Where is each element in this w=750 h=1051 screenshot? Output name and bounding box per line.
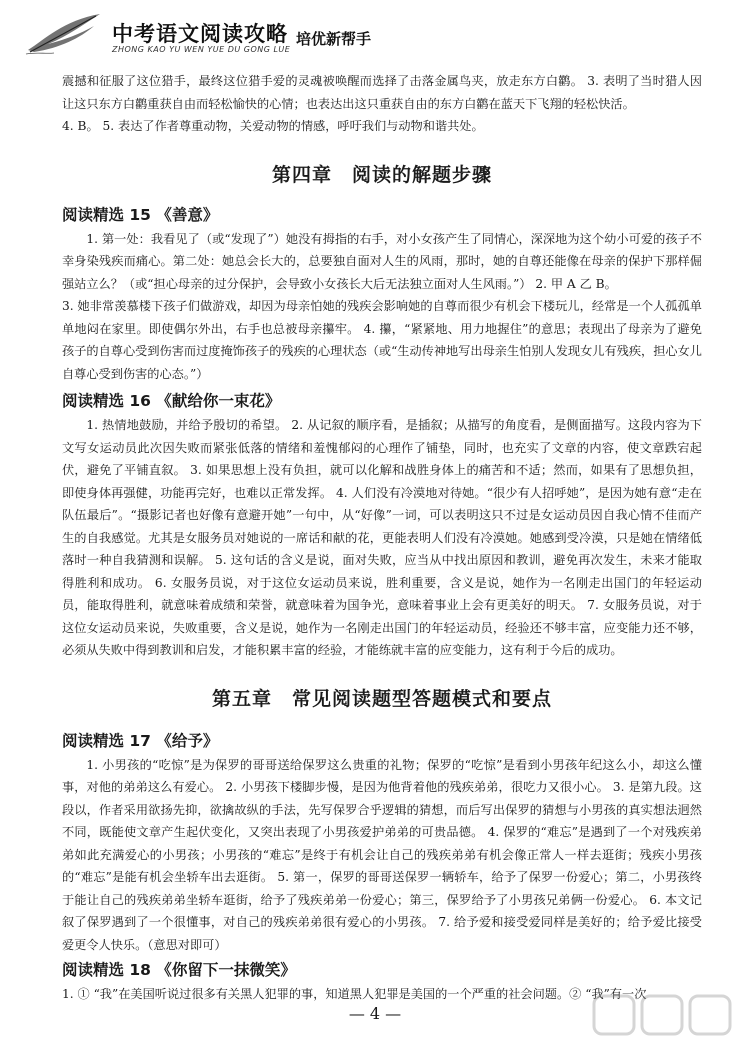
continuation-paragraph: 4. B。 5. 表达了作者尊重动物，关爱动物的情感，呼吁我们与动物和谐共处。 xyxy=(62,119,484,133)
series-title: 中考语文阅读攻略 xyxy=(112,22,288,46)
answer-paragraph: 1. 热情地鼓励，并给予殷切的希望。 2. 从记叙的顺序看，是插叙；从描写的角度看，是侧面描写。这段内容为下文写女运动员此次因失败而紧张低落的情绪和羞愧郁闷的心理作了铺垫，同时，也充实了文章的内容，使文章跌宕起伏，避免了平铺直叙。 3. 如果思想上没有负担，就可以化解和战胜身体上的痛苦和不适；然而，如果有了思想负担，即使身体再强健，功能再完好，也难以正常发挥。 4. 人们没有冷漠地对待她。“很少有人招呼她”，是因为她有意“走在队伍最后”。“摄影记者也好像有意避开她”一句中，从“好像”一词，可以表明这只不过是女运动员因自我心情不佳而产生的自我感觉。尤其是女服务员对她说的一席话和献的花，更能表明人们没有冷漠她。她感到受冷漠，只是她在情绪低落时一种自我猜测和误解。 5. 这句话的含义是说，面对失败，应当从中找出原因和教训，避免再次发生，未来才能取得胜利和成功。 6. 女服务员说，对于这位女运动员来说，胜利重要，含义是说，她作为一名刚走出国门的年轻运动员，能取得胜利，就意味着成绩和荣誉，就意味着为国争光，意味着事业上会有更美好的明天。 7. 女服务员说，对于这位女运动员来说，失败重要，含义是说，她作为一名刚走出国门的年轻运动员，经验还不够丰富，应变能力还不够，必须从失败中得到教训和启发，才能积累丰富的经验，才能练就丰富的应变能力，这有利于今后的成功。 xyxy=(62,418,702,657)
continuation-paragraph: 震撼和征服了这位猎手，最终这位猎手爱的灵魂被唤醒而选择了击落金属鸟夹，放走东方白鹳。 3. 表明了当时猎人因让这只东方白鹳重获自由而轻松愉快的心情；也表达出这只重获自由的东方白鹳在蓝天下飞翔的轻松快活。 xyxy=(62,74,702,111)
feather-logo-icon xyxy=(24,10,104,56)
answer-paragraph: 3. 她非常羡慕楼下孩子们做游戏，却因为母亲怕她的残疾会影响她的自尊而很少有机会下楼玩儿，经常是一个人孤孤单单地闷在家里。即使偶尔外出，右手也总被母亲攥牢。 4. 攥，“紧紧地、用力地握住”的意思；表现出了母亲为了避免孩子的自尊心受到伤害而过度掩饰孩子的残疾的心理状态（或“生动传神地写出母亲生怕别人发现女儿有残疾，担心女儿自尊心受到伤害的心态。”） xyxy=(62,299,702,381)
section-title: 阅读精选 15 《善意》 xyxy=(62,205,219,224)
section-title: 阅读精选 18 《你留下一抹微笑》 xyxy=(62,961,296,979)
section-title: 阅读精选 16 《献给你一束花》 xyxy=(62,392,281,410)
page-number: — 4 — xyxy=(348,1004,402,1023)
chapter-title: 第四章 阅读的解题步骤 xyxy=(271,163,492,186)
page-content xyxy=(62,70,702,1006)
chapter-title: 第五章 常见阅读题型答题模式和要点 xyxy=(211,687,552,710)
answer-paragraph: 1. 第一处：我看见了（或“发现了”）她没有拇指的右手，对小女孩产生了同情心，深深地为这个幼小可爱的孩子不幸身染残疾而痛心。第二处：她总会长大的，总要独自面对人生的风雨，那时，她的自尊还能像在母亲的保护下那样倔强站立么？（或“担心母亲的过分保护，会导致小女孩长大后无法独立面对人生风雨。”） 2. 甲 A 乙 B。 xyxy=(62,231,702,291)
watermark-logo-icon xyxy=(590,990,740,1046)
section-title: 阅读精选 17 《给予》 xyxy=(62,731,219,750)
series-tag: 培优新帮手 xyxy=(296,30,372,48)
answer-paragraph: 1. ① “我”在美国听说过很多有关黑人犯罪的事，知道黑人犯罪是美国的一个严重的社会问题。② “我”有一次 xyxy=(62,987,647,1001)
series-subtitle: ZHONG KAO YU WEN YUE DU GONG LUE xyxy=(112,45,291,54)
answer-paragraph: 1. 小男孩的“吃惊”是为保罗的哥哥送给保罗这么贵重的礼物；保罗的“吃惊”是看到小男孩年纪这么小，却这么懂事，对他的弟弟这么有爱心。 2. 小男孩下楼脚步慢，是因为他背着他的残疾弟弟，很吃力又很小心。 3. 是第九段。这段以，作者采用欲扬先抑，欲擒故纵的手法，先写保罗合乎逻辑的猜想，而后写出保罗的猜想与小男孩的真实想法迥然不同，既能使文章产生起伏变化，又突出表现了小男孩爱护弟弟的可贵品德。 4. 保罗的“难忘”是遇到了一个对残疾弟弟如此充满爱心的小男孩；小男孩的“难忘”是终于有机会让自己的残疾弟弟有机会像正常人一样去逛街；残疾小男孩的“难忘”是能有机会坐轿车出去逛街。 5. 第一，保罗的哥哥送保罗一辆轿车，给予了保罗一份爱心；第二，小男孩终于能让自己的残疾弟弟坐轿车逛街，给予了残疾弟弟一份爱心；第三，保罗给予了小男孩兄弟俩一份爱心。 6. 本文记叙了保罗遇到了一个很懂事，对自己的残疾弟弟很有爱心的小男孩。 7. 给予爱和接受爱同样是美好的；给予爱比接受爱更令人快乐。（意思对即可） xyxy=(62,757,702,952)
page-header xyxy=(24,10,724,58)
